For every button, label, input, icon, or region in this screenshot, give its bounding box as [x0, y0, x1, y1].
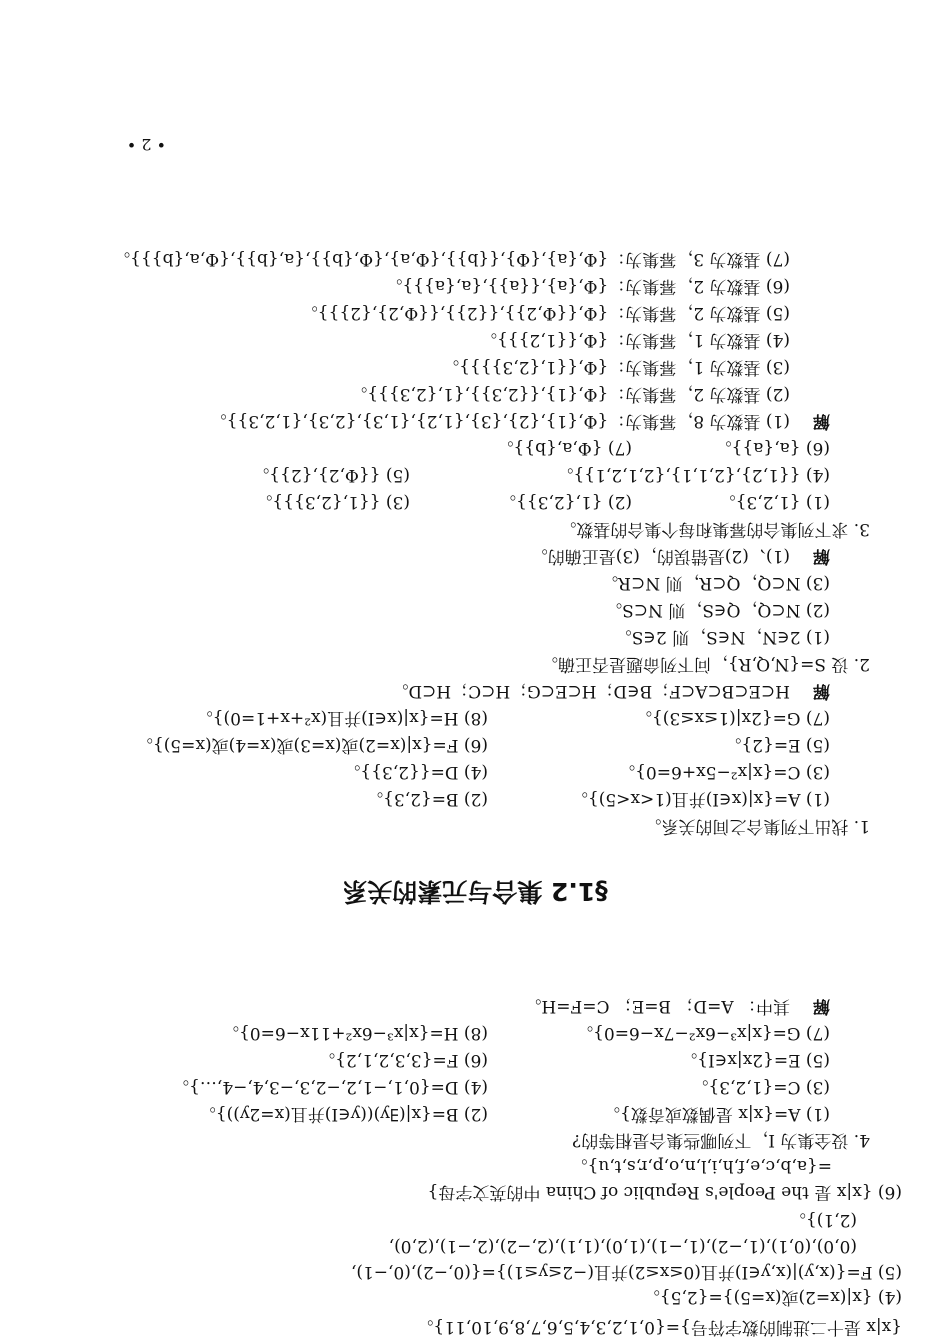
- line-item-5-cont: (0,0),(0,1),(1,−2),(1,−1),(1,0),(1,1),(2,−2),(2,−1),(2,0),: [388, 1236, 857, 1256]
- exercise-3-item-2: (2) {1,{2,3}}。: [498, 492, 632, 512]
- exercise-1-item-1: (1) A={x|(x∈I)并且(1<x<5)}。: [570, 789, 830, 809]
- exercise-1-item-7: (7) G={2x|(1≤x≤3)}。: [634, 708, 830, 728]
- exercise-4-item-5: (5) E={2x|x∈I}。: [680, 1050, 830, 1070]
- line-item-6: (6) {x|x 是 the People's Republic of China 中的英文字母}: [427, 1182, 902, 1202]
- exercise-1-item-6: (6) F={x|(x=2)或(x=3)或(x=4)或(x=5)}。: [135, 735, 488, 755]
- exercise-4-answer: 其中： A=D； B=E； C=F=H。: [524, 996, 790, 1016]
- exercise-3-solution-4: (4) 基数为 1，幂集为：{Φ,{{1,2}}}。: [480, 330, 790, 350]
- exercise-4-question: 4. 设全集为 I，下列哪些集合是相等的?: [572, 1130, 870, 1150]
- exercise-4-item-7: (7) G={x|x³−6x²−7x−6=0}。: [576, 1023, 830, 1043]
- exercise-3-item-1: (1) {1,2,3}。: [718, 492, 830, 512]
- exercise-4-item-4: (4) D={0,1,−1,2,−2,3,−3,4,−4,…}。: [172, 1077, 488, 1097]
- exercise-3-solution-6: (6) 基数为 2，幂集为：{Φ,{a},{{a}},{a,{a}}}。: [385, 276, 790, 296]
- exercise-4-item-6: (6) F={3,3,2,1,2}。: [318, 1050, 488, 1070]
- exercise-3-item-5: (5) {{Φ,2},{2}}。: [252, 465, 410, 485]
- exercise-1-answer-label: 解: [813, 681, 830, 701]
- exercise-1-item-3: (3) C={x|x²−5x+6=0}。: [618, 762, 830, 782]
- exercise-1-question: 1. 找出下列集合之间的关系。: [644, 816, 870, 836]
- exercise-3-solution-1: (1) 基数为 8，幂集为：{Φ,{1},{2},{3},{1,2},{1,3},{2,3},{1,2,3}}。: [209, 411, 790, 431]
- exercise-1-answer: H⊂E⊂B⊂A⊂F；B∈D；H⊂E⊂G；H⊂C；H⊂D。: [391, 681, 790, 701]
- exercise-4-answer-label: 解: [813, 996, 830, 1016]
- line-item-4: (4) {x|(x=2)或(x=5)}={2,5}。: [642, 1287, 902, 1307]
- exercise-1-item-2: (2) B={2,3}。: [366, 789, 488, 809]
- exercise-3-question: 3. 求下列集合的幂集和每个集合的基数。: [559, 519, 870, 539]
- exercise-1-item-8: (8) H={x|(x∈I)并且(x²+x+1=0)}。: [195, 708, 488, 728]
- exercise-3-item-7: (7) {Φ,a,{b}}。: [496, 438, 632, 458]
- exercise-2-item-2: (2) N⊂Q，Q∈S，则 N⊂S。: [605, 600, 830, 620]
- line-item-5: (5) F={(x,y)|(x,y∈I)并且(0≤x≤2)并且(−2≤y≤1)}={(0,−2),(0,−1),: [350, 1262, 902, 1282]
- exercise-3-item-3: (3) {{1,{2,3}}}。: [255, 492, 410, 512]
- exercise-4-item-8: (8) H={x|x³−6x²+11x−6=0}。: [222, 1023, 488, 1043]
- exercise-2-item-1: (1) 2∈N，N∈S，则 2∈S。: [614, 627, 830, 647]
- exercise-2-answer: (1)、(2)是错误的，(3)是正确的。: [530, 546, 790, 566]
- exercise-1-item-4: (4) D={{2,3}}。: [343, 762, 488, 782]
- exercise-3-solution-3: (3) 基数为 1，幂集为：{Φ,{{1,{2,3}}}}。: [442, 357, 790, 377]
- exercise-1-item-5: (5) E={2}。: [724, 735, 830, 755]
- line-item-6-cont: ={a,b,c,e,f,h,i,l,n,o,p,r,s,t,u}。: [570, 1156, 832, 1176]
- exercise-4-item-3: (3) C={1,2,3}。: [691, 1077, 830, 1097]
- exercise-2-question: 2. 设 S={N,Q,R}，问下列命题是否正确。: [540, 654, 870, 674]
- exercise-4-item-1: (1) A={x|x 是偶数或奇数}。: [603, 1104, 830, 1124]
- exercise-3-answer-label: 解: [813, 411, 830, 431]
- exercise-4-item-2: (2) B={x|(∃y)((y∈I)并且(x=2y))}。: [198, 1104, 488, 1124]
- section-title: §1.2 集合与元素的关系: [342, 877, 608, 906]
- exercise-2-item-3: (3) N⊂Q，Q⊂R，则 N⊂R。: [601, 573, 830, 593]
- page-number: • 2 •: [126, 135, 166, 154]
- exercise-2-answer-label: 解: [813, 546, 830, 566]
- line-digits-set: {x|x 是十二进制的数字符号}={0,1,2,3,4,5,6,7,8,9,10,11}。: [416, 1317, 902, 1337]
- exercise-3-solution-2: (2) 基数为 2，幂集为：{Φ,{1},{{2,3}},{1,{2,3}}}。: [350, 384, 790, 404]
- exercise-3-item-4: (4) {{1,2},{2,1,1},{2,1,2,1}}。: [556, 465, 830, 485]
- exercise-3-solution-5: (5) 基数为 2，幂集为：{Φ,{{Φ,2}},{{2}},{{Φ,2},{2}}}。: [300, 303, 790, 323]
- exercise-3-item-6: (6) {a,{a}}。: [714, 438, 830, 458]
- line-item-5-end: (2,1)}。: [788, 1210, 857, 1230]
- exercise-3-solution-7: (7) 基数为 3，幂集为：{Φ,{a},{Φ},{{b}},{Φ,a},{Φ,{b}},{a,{b}},{Φ,a,{b}}}。: [113, 249, 790, 269]
